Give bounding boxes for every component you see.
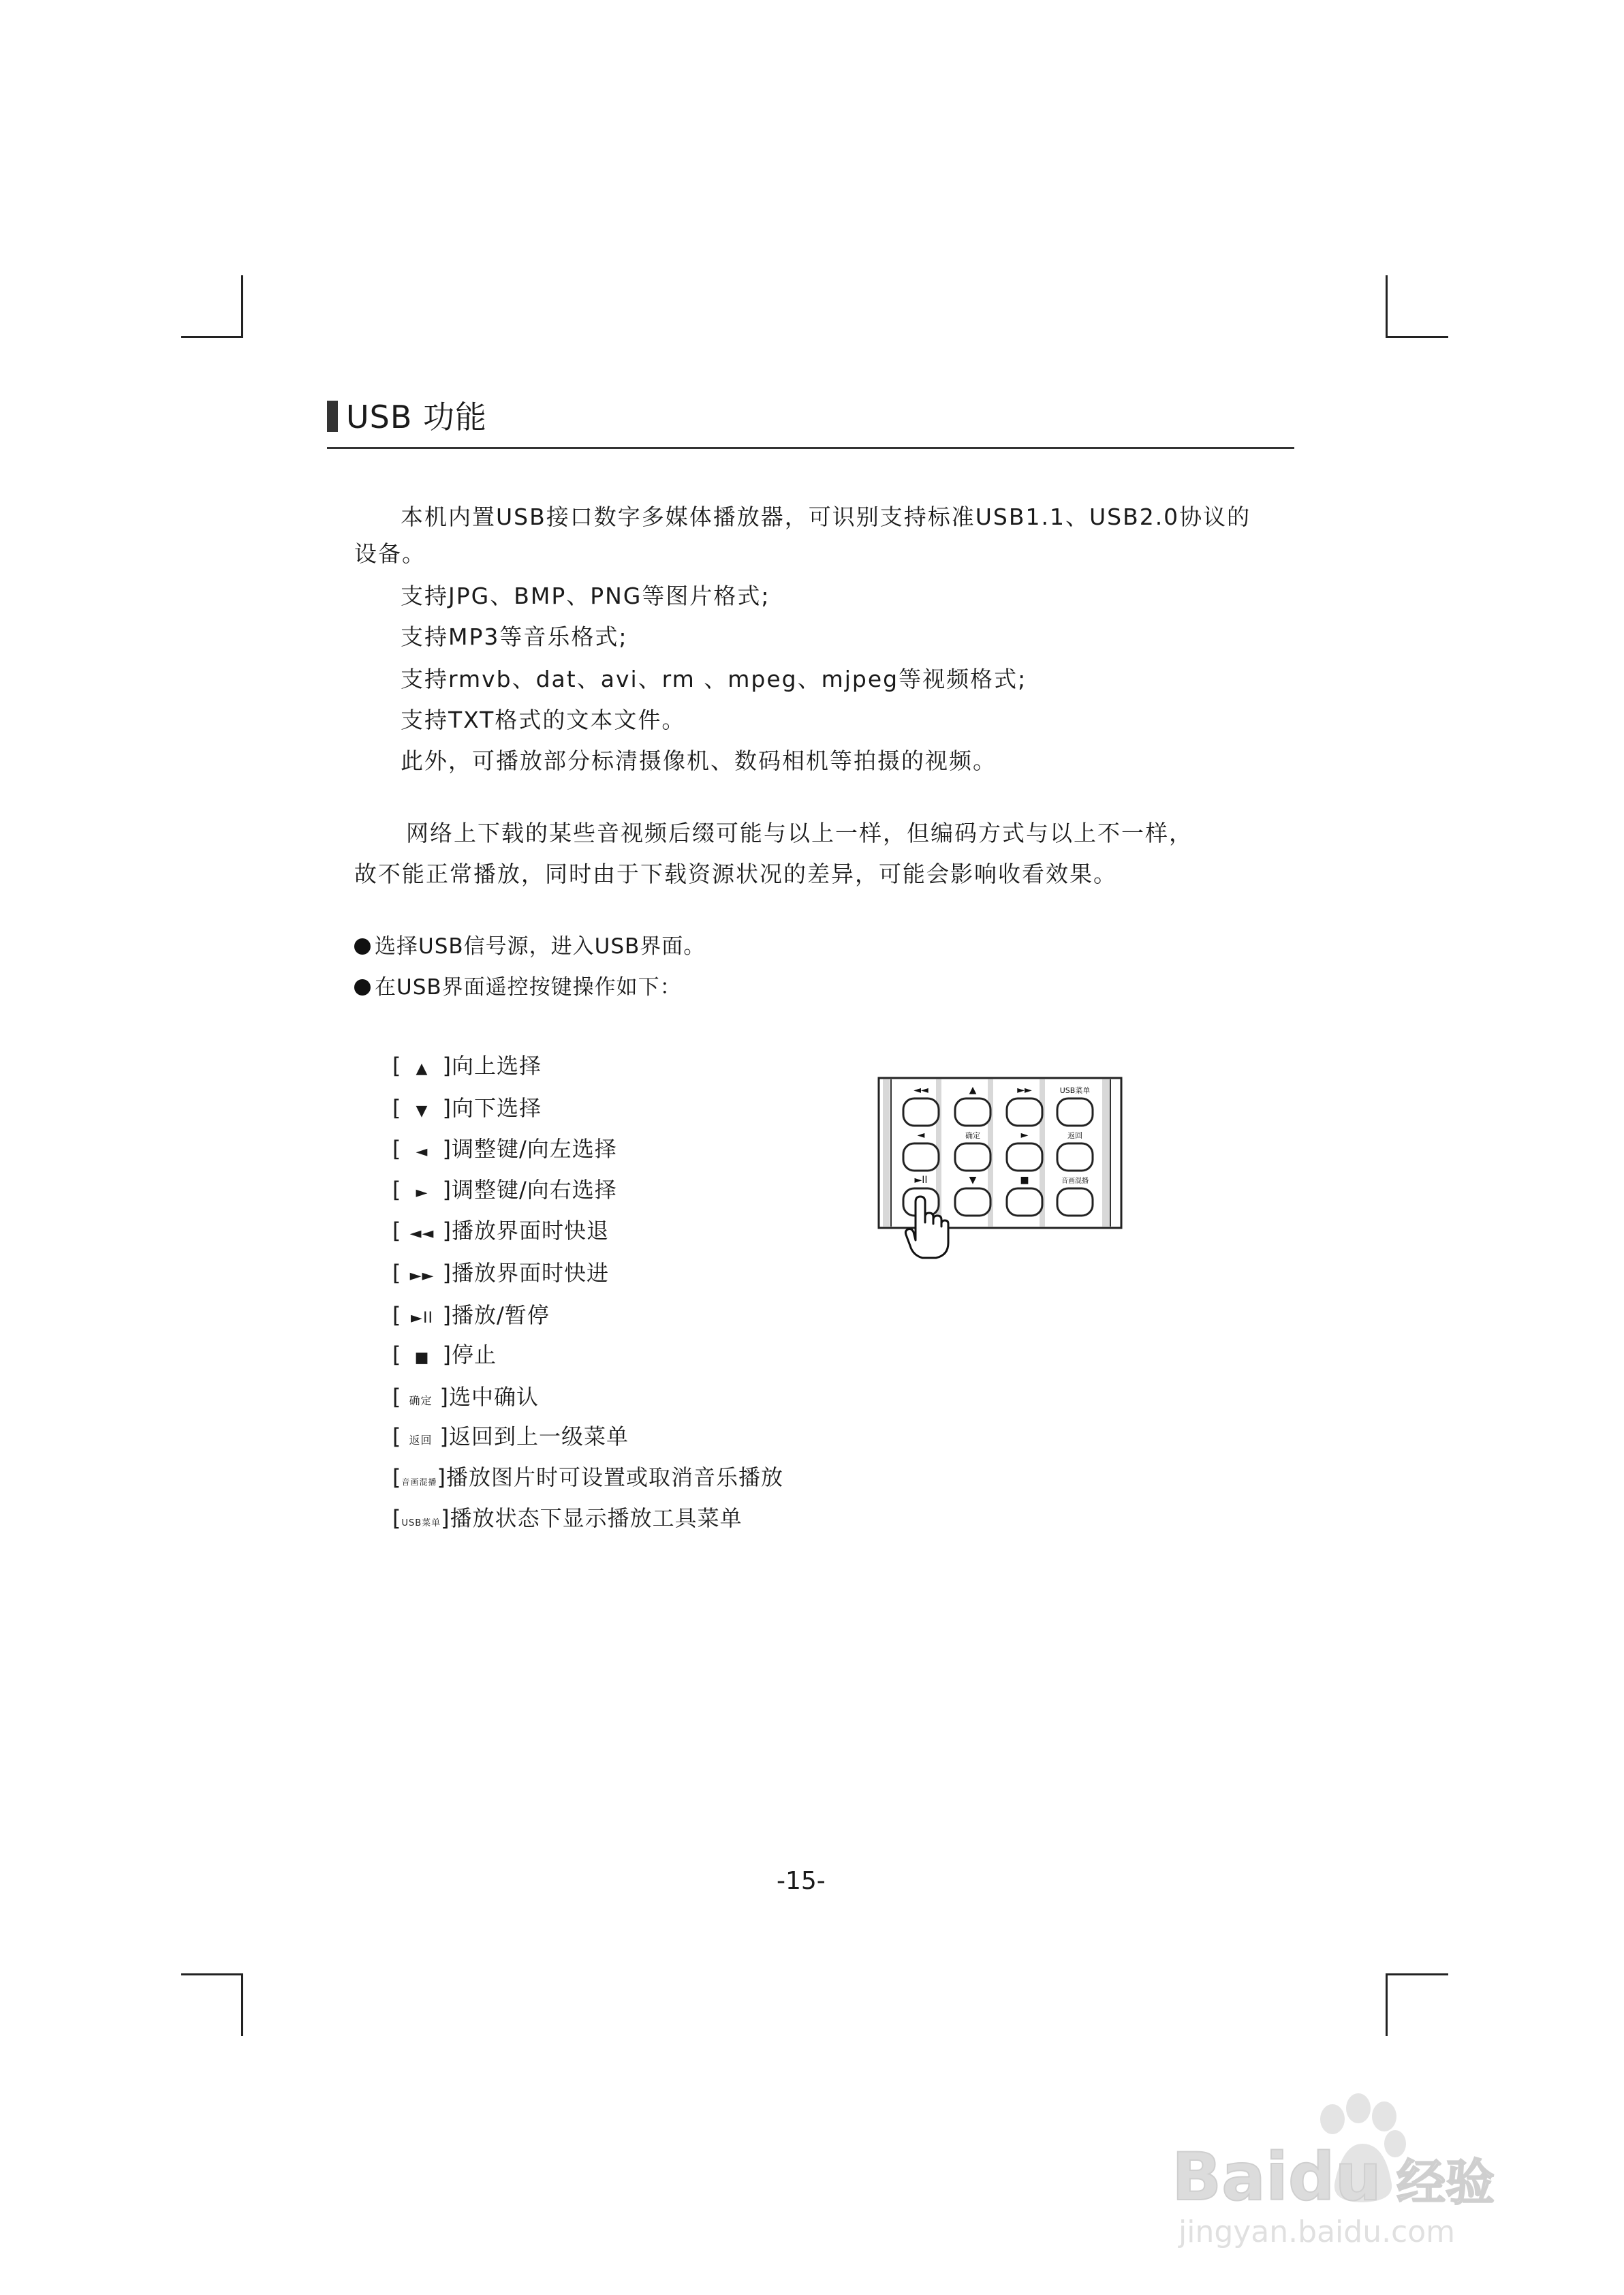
- remote-label-forward: ►►: [1017, 1085, 1032, 1096]
- intro-line-1: 本机内置USB接口数字多媒体播放器，可识别支持标准USB1.1、USB2.0协议的: [401, 504, 1251, 530]
- remote-label-return: 返回: [1067, 1131, 1082, 1140]
- confirm-key-icon: 确定: [409, 1394, 433, 1407]
- fast-forward-icon: ►►: [409, 1267, 435, 1284]
- left-arrow-icon: ◄: [416, 1143, 428, 1160]
- key-row-play-pause: [ ►II ]播放/暂停: [392, 1301, 550, 1332]
- remote-label-down: ▼: [969, 1175, 977, 1186]
- up-arrow-icon: ▲: [416, 1060, 428, 1077]
- remote-button-music-mix[interactable]: [1057, 1188, 1093, 1216]
- down-arrow-icon: ▼: [416, 1103, 428, 1120]
- remote-label-play-pause: ►II: [914, 1175, 928, 1186]
- key-desc: 播放界面时快退: [451, 1218, 609, 1244]
- key-desc: 播放图片时可设置或取消音乐播放: [446, 1464, 783, 1490]
- watermark-suffix: 经验: [1396, 2154, 1495, 2211]
- bullet-dot-icon: [354, 979, 371, 996]
- key-desc: 播放状态下显示播放工具菜单: [450, 1505, 743, 1531]
- remote-button-up[interactable]: [955, 1098, 990, 1126]
- key-desc: 停止: [451, 1342, 497, 1368]
- key-desc: 调整键/向右选择: [451, 1177, 617, 1203]
- play-pause-icon: ►II: [411, 1310, 433, 1327]
- remote-button-confirm[interactable]: [955, 1143, 990, 1171]
- key-desc: 向下选择: [451, 1095, 542, 1121]
- remote-button-usb-menu[interactable]: [1057, 1098, 1093, 1126]
- page-title: USB 功能: [346, 399, 488, 435]
- key-desc: 调整键/向左选择: [451, 1136, 617, 1162]
- key-desc: 播放界面时快进: [451, 1260, 609, 1286]
- watermark-url: jingyan.baidu.com: [1178, 2215, 1456, 2249]
- crop-mark-bottom-right-v: [1386, 1973, 1388, 2036]
- return-key-icon: 返回: [409, 1434, 433, 1447]
- crop-mark-bottom-left-v: [241, 1973, 243, 2036]
- format-line-2: 支持MP3等音乐格式;: [401, 623, 628, 650]
- remote-label-confirm: 确定: [965, 1131, 980, 1140]
- remote-button-forward[interactable]: [1007, 1098, 1042, 1126]
- key-row-forward: [ ►► ]播放界面时快进: [392, 1259, 609, 1290]
- crop-mark-top-right-v: [1386, 275, 1388, 338]
- rewind-icon: ◄◄: [409, 1225, 435, 1242]
- remote-control-illustration: [877, 1077, 1123, 1261]
- remote-button-stop[interactable]: [1007, 1188, 1042, 1216]
- note-line-2: 故不能正常播放，同时由于下载资源状况的差异，可能会影响收看效果。: [354, 861, 1117, 887]
- key-row-return: [ 返回 ]返回到上一级菜单: [392, 1423, 629, 1454]
- title-rule: [327, 447, 1294, 449]
- key-desc: 选中确认: [448, 1384, 539, 1410]
- key-row-right: [ ► ]调整键/向右选择: [392, 1176, 617, 1207]
- baidu-watermark-logo: [1165, 2078, 1546, 2255]
- crop-mark-top-right-h: [1386, 336, 1448, 338]
- title-marker: [327, 401, 338, 432]
- crop-mark-bottom-right-h: [1386, 1973, 1448, 1975]
- remote-label-left: ◄: [917, 1130, 925, 1141]
- watermark-brand: Baidu: [1172, 2139, 1381, 2215]
- stop-icon: ■: [414, 1349, 430, 1366]
- key-desc: 返回到上一级菜单: [448, 1423, 629, 1449]
- key-row-music-mix: [音画混播]播放图片时可设置或取消音乐播放: [392, 1464, 783, 1496]
- key-row-up: [ ▲ ]向上选择: [392, 1052, 542, 1083]
- key-row-stop: [ ■ ]停止: [392, 1341, 497, 1372]
- remote-button-return[interactable]: [1057, 1143, 1093, 1171]
- format-line-3: 支持rmvb、dat、avi、rm 、mpeg、mjpeg等视频格式;: [401, 666, 1027, 692]
- bullet-text: 在USB界面遥控按键操作如下：: [375, 975, 682, 1000]
- key-row-confirm: [ 确定 ]选中确认: [392, 1383, 539, 1415]
- crop-mark-top-left-h: [181, 336, 243, 338]
- bullet-item: [354, 932, 705, 961]
- format-line-5: 此外，可播放部分标清摄像机、数码相机等拍摄的视频。: [401, 748, 997, 774]
- key-desc: 播放/暂停: [451, 1302, 550, 1328]
- remote-label-right: ►: [1020, 1130, 1029, 1141]
- crop-mark-top-left-v: [241, 275, 243, 338]
- remote-label-usb-menu: USB菜单: [1059, 1086, 1091, 1095]
- page-number: -15-: [777, 1867, 826, 1895]
- remote-label-music-mix: 音画混播: [1061, 1177, 1089, 1185]
- usb-menu-key-icon: USB菜单: [401, 1518, 441, 1528]
- remote-button-left[interactable]: [903, 1143, 939, 1171]
- bullet-text: 选择USB信号源，进入USB界面。: [375, 934, 706, 959]
- section-header: [327, 398, 1294, 452]
- intro-line-2: 设备。: [354, 540, 426, 567]
- key-row-left: [ ◄ ]调整键/向左选择: [392, 1135, 617, 1166]
- format-line-1: 支持JPG、BMP、PNG等图片格式;: [401, 583, 770, 609]
- remote-button-down[interactable]: [955, 1188, 990, 1216]
- key-desc: 向上选择: [451, 1053, 542, 1079]
- remote-label-stop: ■: [1020, 1175, 1029, 1186]
- key-row-rewind: [ ◄◄ ]播放界面时快退: [392, 1217, 609, 1248]
- right-arrow-icon: ►: [416, 1184, 428, 1201]
- crop-mark-bottom-left-h: [181, 1973, 243, 1975]
- remote-button-right[interactable]: [1007, 1143, 1042, 1171]
- note-line-1: 网络上下载的某些音视频后缀可能与以上一样，但编码方式与以上不一样，: [406, 820, 1193, 846]
- music-mix-key-icon: 音画混播: [401, 1477, 437, 1487]
- format-line-4: 支持TXT格式的文本文件。: [401, 707, 686, 733]
- bullet-dot-icon: [354, 938, 371, 955]
- key-row-usb-menu: [USB菜单]播放状态下显示播放工具菜单: [392, 1505, 743, 1537]
- remote-button-rewind[interactable]: [903, 1098, 939, 1126]
- remote-label-rewind: ◄◄: [914, 1085, 928, 1096]
- bullet-item: [354, 973, 682, 1002]
- key-row-down: [ ▼ ]向下选择: [392, 1094, 542, 1125]
- remote-label-up: ▲: [969, 1085, 977, 1096]
